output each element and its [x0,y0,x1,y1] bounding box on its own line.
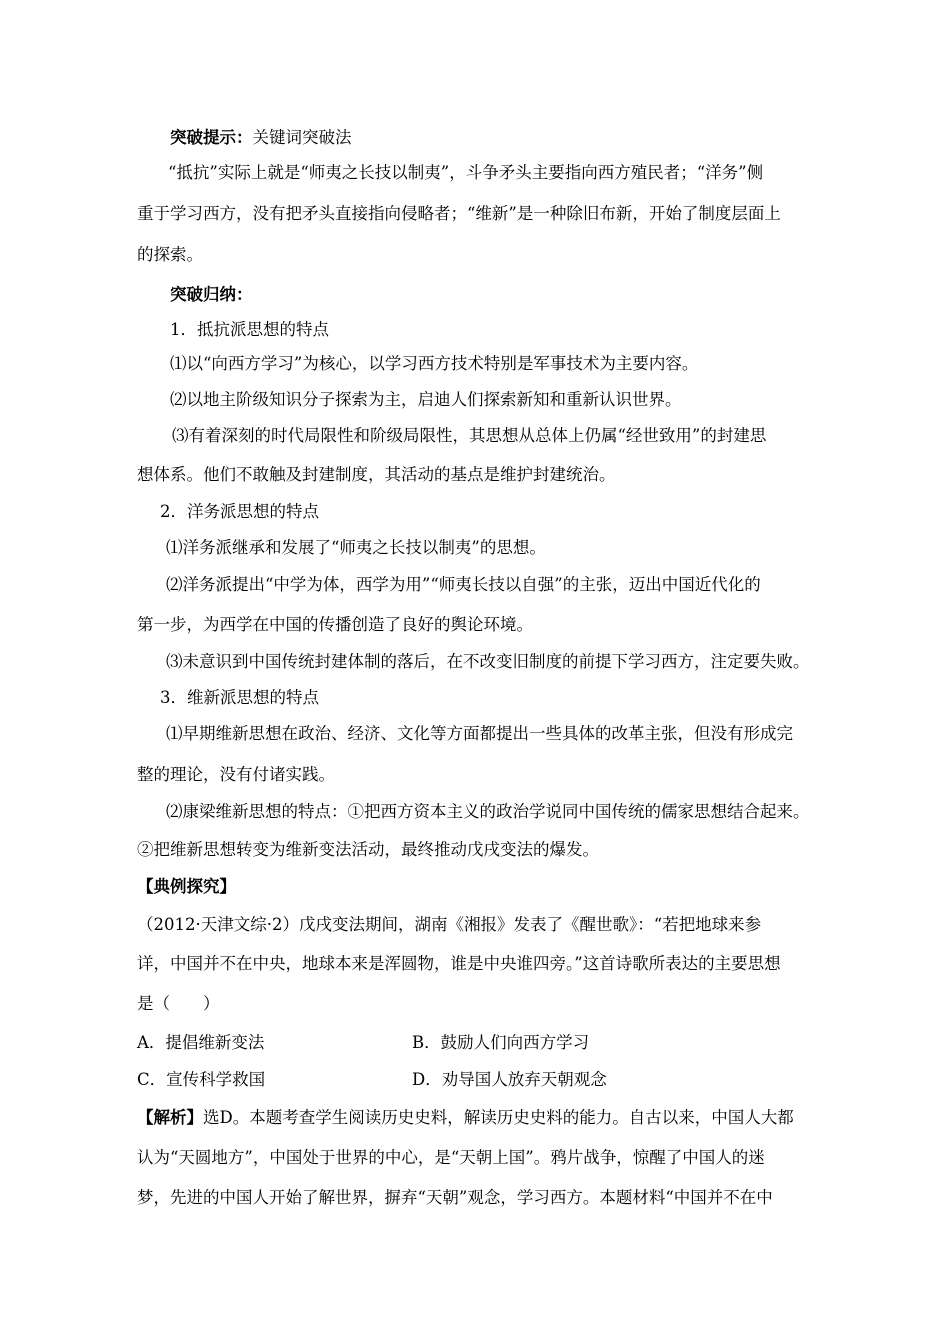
section-3-item-3: ⑵康梁维新思想的特点：①把西方资本主义的政治学说同中国传统的儒家思想结合起来。 [166,802,810,821]
section-2-item-3: 第一步，为西学在中国的传播创造了良好的舆论环境。 [137,615,533,634]
option-c: C．宣传科学救国 [137,1070,266,1089]
example-title: 【典例探究】 [137,877,236,896]
section-2-item-1: ⑴洋务派继承和发展了“师夷之长技以制夷”的思想。 [166,538,546,557]
section-2-item-4: ⑶未意识到中国传统封建体制的落后，在不改变旧制度的前提下学习西方，注定要失败。 [166,652,810,671]
option-b: B．鼓励人们向西方学习 [412,1033,590,1052]
hint-line [170,127,352,149]
hint-paragraph-line-2: 重于学习西方，没有把矛头直接指向侵略者；“维新”是一种除旧布新，开始了制度层面上 [137,204,781,223]
section-1-item-4: 想体系。他们不敢触及封建制度，其活动的基点是维护封建统治。 [137,465,616,484]
question-line-3: 是（ ） [137,994,220,1013]
option-d: D．劝导国人放弃天朝观念 [412,1070,607,1089]
section-2-heading: 2．洋务派思想的特点 [160,502,319,521]
analysis-line-3: 梦，先进的中国人开始了解世界，摒弃“天朝”观念，学习西方。本题材料“中国并不在中 [137,1188,773,1207]
analysis-line-2: 认为“天圆地方”，中国处于世界的中心，是“天朝上国”。鸦片战争，惊醒了中国人的迷 [137,1148,765,1167]
hint-text: 关键词突破法 [252,128,352,147]
summary-label: 突破归纳： [170,285,253,304]
analysis-label: 【解析】 [137,1108,203,1127]
analysis-text-1: 选D。本题考查学生阅读历史史料，解读历史史料的能力。自古以来，中国人大都 [203,1108,794,1127]
question-line-1: （2012·天津文综·2）戊戌变法期间，湖南《湘报》发表了《醒世歌》：“若把地球来参 [137,915,762,934]
section-1-item-2: ⑵以地主阶级知识分子探索为主，启迪人们探索新知和重新认识世界。 [170,390,682,409]
option-a: A．提倡维新变法 [137,1033,265,1052]
section-3-heading: 3．维新派思想的特点 [160,688,319,707]
hint-paragraph-line-3: 的探索。 [137,245,203,264]
analysis-line-1 [137,1107,794,1129]
question-line-2: 详，中国并不在中央，地球本来是浑圆物，谁是中央谁四旁。”这首诗歌所表达的主要思想 [137,954,781,973]
section-3-item-4: ②把维新思想转变为维新变法活动，最终推动戊戌变法的爆发。 [137,840,599,859]
section-1-item-3: ⑶有着深刻的时代局限性和阶级局限性，其思想从总体上仍属“经世致用”的封建思 [172,426,767,445]
section-3-item-2: 整的理论，没有付诸实践。 [137,765,335,784]
section-1-heading: 1．抵抗派思想的特点 [170,320,329,339]
hint-paragraph-line-1: “抵抗”实际上就是“师夷之长技以制夷”，斗争矛头主要指向西方殖民者；“洋务”侧 [168,163,764,182]
section-2-item-2: ⑵洋务派提出“中学为体，西学为用”“师夷长技以自强”的主张，迈出中国近代化的 [166,575,761,594]
section-3-item-1: ⑴早期维新思想在政治、经济、文化等方面都提出一些具体的改革主张，但没有形成完 [166,724,793,743]
section-1-item-1: ⑴以“向西方学习”为核心，以学习西方技术特别是军事技术为主要内容。 [170,354,699,373]
hint-label: 突破提示： [170,128,253,147]
